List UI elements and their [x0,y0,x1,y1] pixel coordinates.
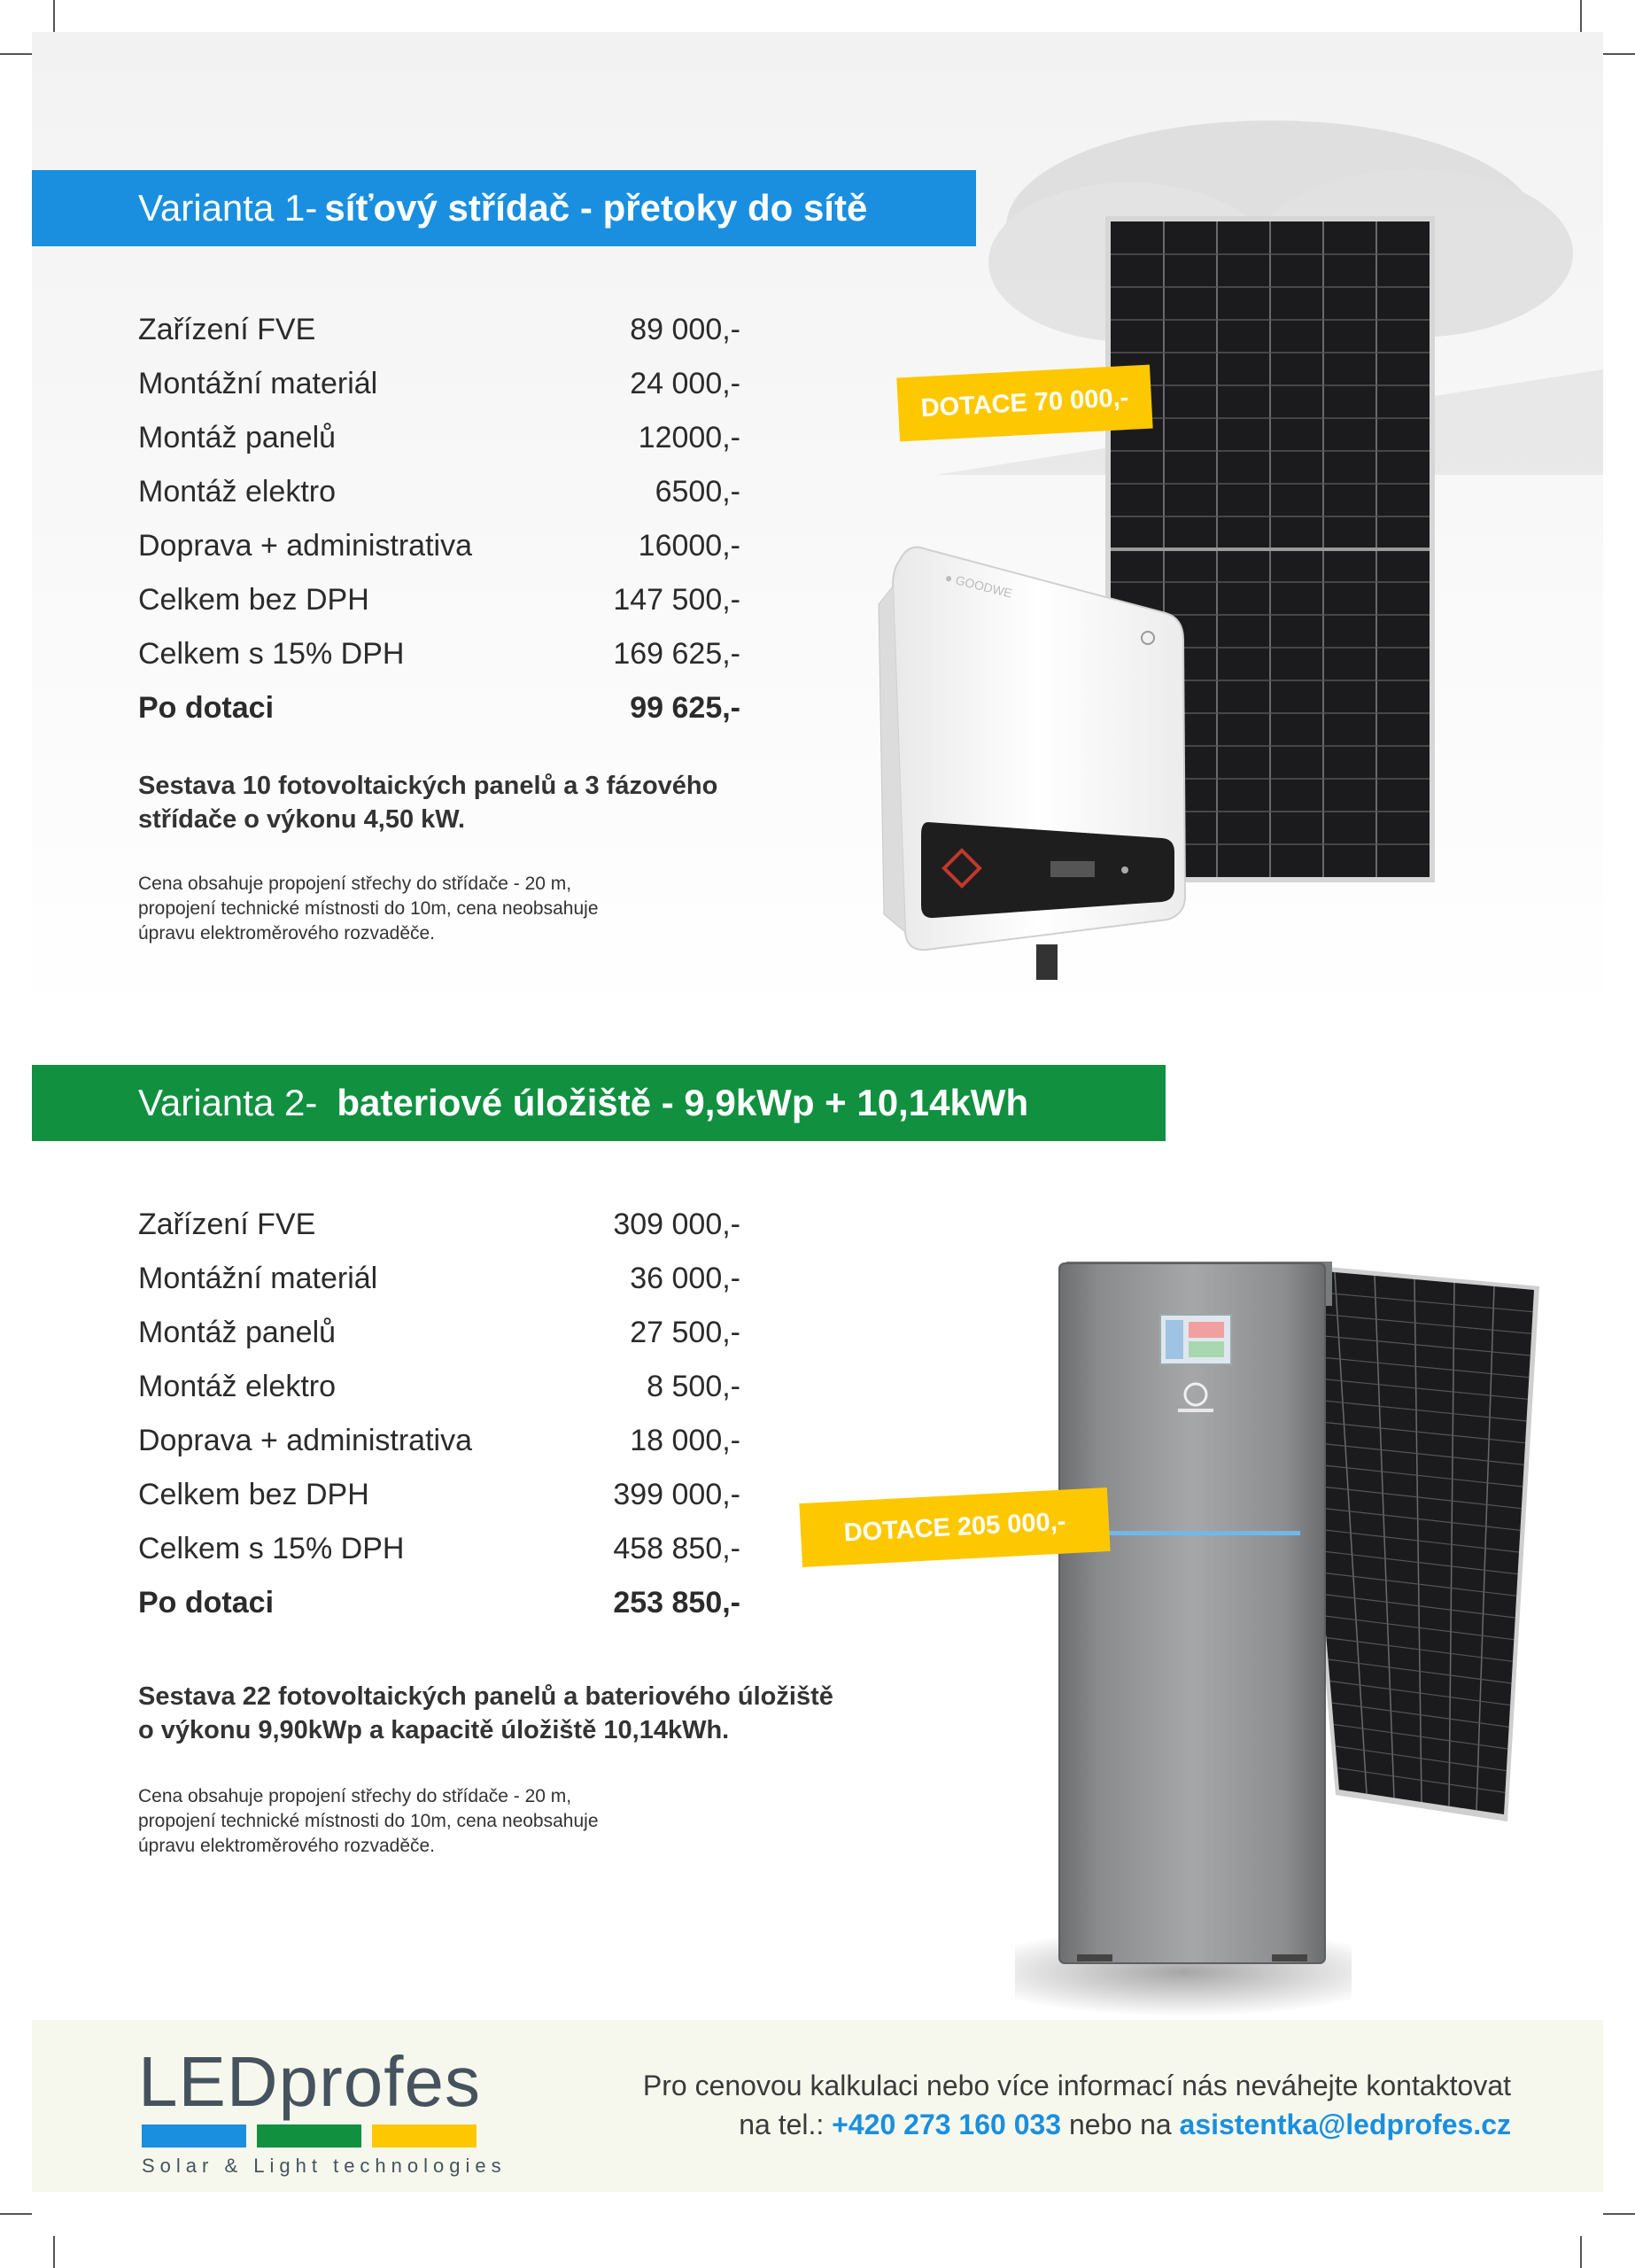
price-value: 27 500,- [630,1316,740,1349]
price-value: 309 000,- [613,1208,740,1241]
price-label: Celkem s 15% DPH [138,637,405,671]
price-value: 99 625,- [630,691,740,725]
variant1-note [138,872,705,946]
price-row-total [138,681,740,735]
crop-mark [1603,53,1635,55]
variant1-desc-line2: střídače o výkonu 4,50 kW. [138,805,466,834]
price-row [138,1198,740,1252]
price-label: Doprava + administrativa [138,1424,473,1457]
price-row [138,573,740,627]
price-label: Montážní materiál [138,367,378,400]
price-value: 18 000,- [630,1424,740,1457]
contact-mid: nebo na [1061,2109,1180,2140]
phone-link[interactable]: +420 273 160 033 [832,2109,1062,2140]
variant2-desc-line1: Sestava 22 fotovoltaických panelů a bateriového úložiště [138,1682,833,1711]
battery-storage-image [1015,1219,1352,2070]
crop-mark [1603,2213,1635,2215]
price-label: Montáž elektro [138,475,336,509]
variant1-title-banner [32,170,976,246]
logo-color-bars [142,2124,477,2148]
price-row [138,465,740,519]
flyer-page [32,32,1603,2192]
price-label: Celkem bez DPH [138,1478,369,1511]
price-row [138,1522,740,1576]
variant2-price-table [138,1198,740,1630]
price-value: 89 000,- [630,313,740,346]
price-label: Celkem bez DPH [138,583,369,617]
price-label: Po dotaci [138,1586,275,1619]
price-value: 36 000,- [630,1262,740,1295]
variant1-note-line1: Cena obsahuje propojení střechy do střídače - 20 m, [138,874,572,894]
price-label: Zařízení FVE [138,313,316,346]
price-label: Doprava + administrativa [138,529,473,563]
price-row [138,1414,740,1468]
price-value: 8 500,- [647,1370,740,1403]
price-label: Montáž panelů [138,1316,337,1349]
variant1-note-line3: úpravu elektroměrového rozvaděče. [138,923,436,944]
price-label: Po dotaci [138,691,275,725]
price-row [138,357,740,411]
variant2-description [138,1680,935,1747]
price-row [138,1252,740,1306]
price-value: 253 850,- [613,1586,740,1619]
variant2-title-bold: bateriové úložiště - 9,9kWp + 10,14kWh [337,1082,1029,1123]
price-row [138,1306,740,1360]
price-value: 24 000,- [630,367,740,400]
variant2-desc-line2: o výkonu 9,90kWp a kapacitě úložiště 10,14kWh. [138,1716,730,1744]
variant1-title-prefix: Varianta 1- [138,187,318,229]
variant1-note-line2: propojení technické místnosti do 10m, cena neobsahuje [138,898,599,919]
crop-mark [1580,2236,1582,2268]
price-row [138,411,740,465]
variant1-price-table [138,303,740,735]
variant2-title-prefix: Varianta 2- [138,1082,318,1123]
variant2-note-line1: Cena obsahuje propojení střechy do střídače - 20 m, [138,1786,572,1806]
price-value: 458 850,- [613,1532,740,1565]
price-value: 12000,- [638,421,740,454]
price-row [138,303,740,357]
contact-prefix: na tel.: [739,2109,833,2140]
price-label: Montáž panelů [138,421,337,454]
price-label: Celkem s 15% DPH [138,1532,405,1565]
variant1-description [138,769,935,836]
crop-mark [53,2236,55,2268]
crop-mark [0,2213,32,2215]
price-label: Montážní materiál [138,1262,378,1295]
crop-mark [0,53,32,55]
price-value: 169 625,- [613,637,740,671]
subsidy-badge: DOTACE 205 000,- [799,1487,1110,1567]
price-row [138,1468,740,1522]
crop-mark [53,0,55,32]
contact-line2 [643,2105,1511,2144]
variant2-title-banner [32,1065,1166,1141]
price-label: Montáž elektro [138,1370,336,1403]
variant1-title-bold: síťový střídač - přetoky do sítě [324,187,868,229]
inverter-image [873,542,1219,985]
email-link[interactable]: asistentka@ledprofes.cz [1179,2109,1511,2140]
variant2-note-line3: úpravu elektroměrového rozvaděče. [138,1836,436,1856]
svg-text:● GOODWE: ● GOODWE [943,570,1014,601]
variant1-desc-line1: Sestava 10 fotovoltaických panelů a 3 fázového [138,772,718,800]
contact-line1: Pro cenovou kalkulaci nebo více informací nás neváhejte kontaktovat [642,2070,1511,2101]
price-value: 6500,- [655,475,740,509]
company-tagline: Solar & Light technologies [142,2155,507,2177]
price-value: 147 500,- [613,583,740,617]
price-label: Zařízení FVE [138,1208,316,1241]
variant2-note [138,1784,705,1859]
price-row [138,627,740,681]
price-row [138,1360,740,1414]
price-value: 16000,- [638,529,740,563]
contact-info [643,2066,1511,2144]
company-logo: LEDprofes [138,2042,481,2121]
variant2-note-line2: propojení technické místnosti do 10m, cena neobsahuje [138,1811,599,1831]
subsidy-badge: DOTACE 70 000,- [896,365,1152,442]
crop-mark [1580,0,1582,32]
price-value: 399 000,- [613,1478,740,1511]
price-row-total [138,1576,740,1630]
price-row [138,519,740,573]
